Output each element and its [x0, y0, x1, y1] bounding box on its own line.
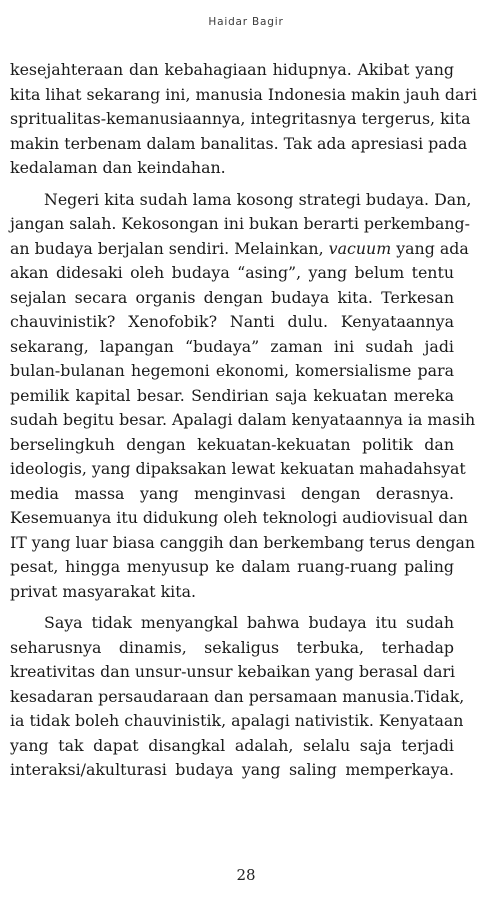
text-line: privat masyarakat kita.: [10, 581, 197, 601]
text-line: spritualitas-kemanusiaannya, integritasnya tergerus, kita: [10, 109, 471, 128]
text-line: an budaya berjalan sendiri. Melainkan, vacuum yang ada: [10, 238, 469, 258]
text-line: akan didesaki oleh budaya “asing”, yang belum tentu: [10, 263, 454, 282]
text-line: kreativitas dan unsur-unsur kebaikan yang berasal dari: [10, 662, 456, 681]
text-line: pesat, hingga menyusup ke dalam ruang-ruang paling: [10, 557, 454, 576]
text-line: berselingkuh dengan kekuatan-kekuatan politik dan: [10, 434, 454, 454]
paragraph-2: [10, 188, 476, 605]
text-line: media massa yang menginvasi dengan derasnya.: [10, 483, 454, 503]
text-line: ideologis, yang dipaksakan lewat kekuatan mahadahsyat: [10, 459, 466, 478]
text-line: Negeri kita sudah lama kosong strategi budaya. Dan,: [44, 189, 472, 209]
text-line: Saya tidak menyangkal bahwa budaya itu sudah: [44, 613, 454, 632]
text-line: kesejahteraan dan kebahagiaan hidupnya. Akibat yang: [10, 60, 454, 79]
paragraph-3: [10, 611, 465, 783]
text-line: sudah begitu besar. Apalagi dalam kenyataannya ia masih: [10, 410, 476, 429]
running-header: Haidar Bagir: [208, 16, 284, 28]
text-line: sejalan secara organis dengan budaya kita. Terkesan: [10, 287, 454, 307]
text-line: yang tak dapat disangkal adalah, selalu saja terjadi: [10, 735, 454, 755]
text-line: pemilik kapital besar. Sendirian saja kekuatan mereka: [10, 385, 454, 405]
text-line: ia tidak boleh chauvinistik, apalagi nativistik. Kenyataan: [10, 711, 464, 730]
text-line: Kesemuanya itu didukung oleh teknologi audiovisual dan: [10, 508, 468, 527]
paragraph-1: [10, 58, 478, 181]
text-line: bulan-bulanan hegemoni ekonomi, komersialisme para: [10, 361, 454, 380]
text-line: jangan salah. Kekosongan ini bukan berarti perkembang-: [10, 214, 470, 233]
text-line: chauvinistik? Xenofobik? Nanti dulu. Kenyataannya: [10, 312, 454, 331]
page-number: 28: [236, 866, 256, 884]
body-text: [10, 58, 478, 790]
text-line: kesadaran persaudaraan dan persamaan manusia.Tidak,: [10, 686, 465, 706]
text-line: makin terbenam dalam banalitas. Tak ada apresiasi pada: [10, 133, 468, 153]
text-line: interaksi/akulturasi budaya yang saling memperkaya.: [10, 760, 454, 779]
emphasized-word: vacuum: [328, 238, 392, 258]
text-line: kedalaman dan keindahan.: [10, 158, 226, 177]
text-line: sekarang, lapangan “budaya” zaman ini sudah jadi: [10, 336, 454, 356]
text-line: IT yang luar biasa canggih dan berkembang terus dengan: [10, 532, 476, 552]
text-line: kita lihat sekarang ini, manusia Indonesia makin jauh dari: [10, 84, 478, 104]
text-line: seharusnya dinamis, sekaligus terbuka, terhadap: [10, 637, 454, 657]
